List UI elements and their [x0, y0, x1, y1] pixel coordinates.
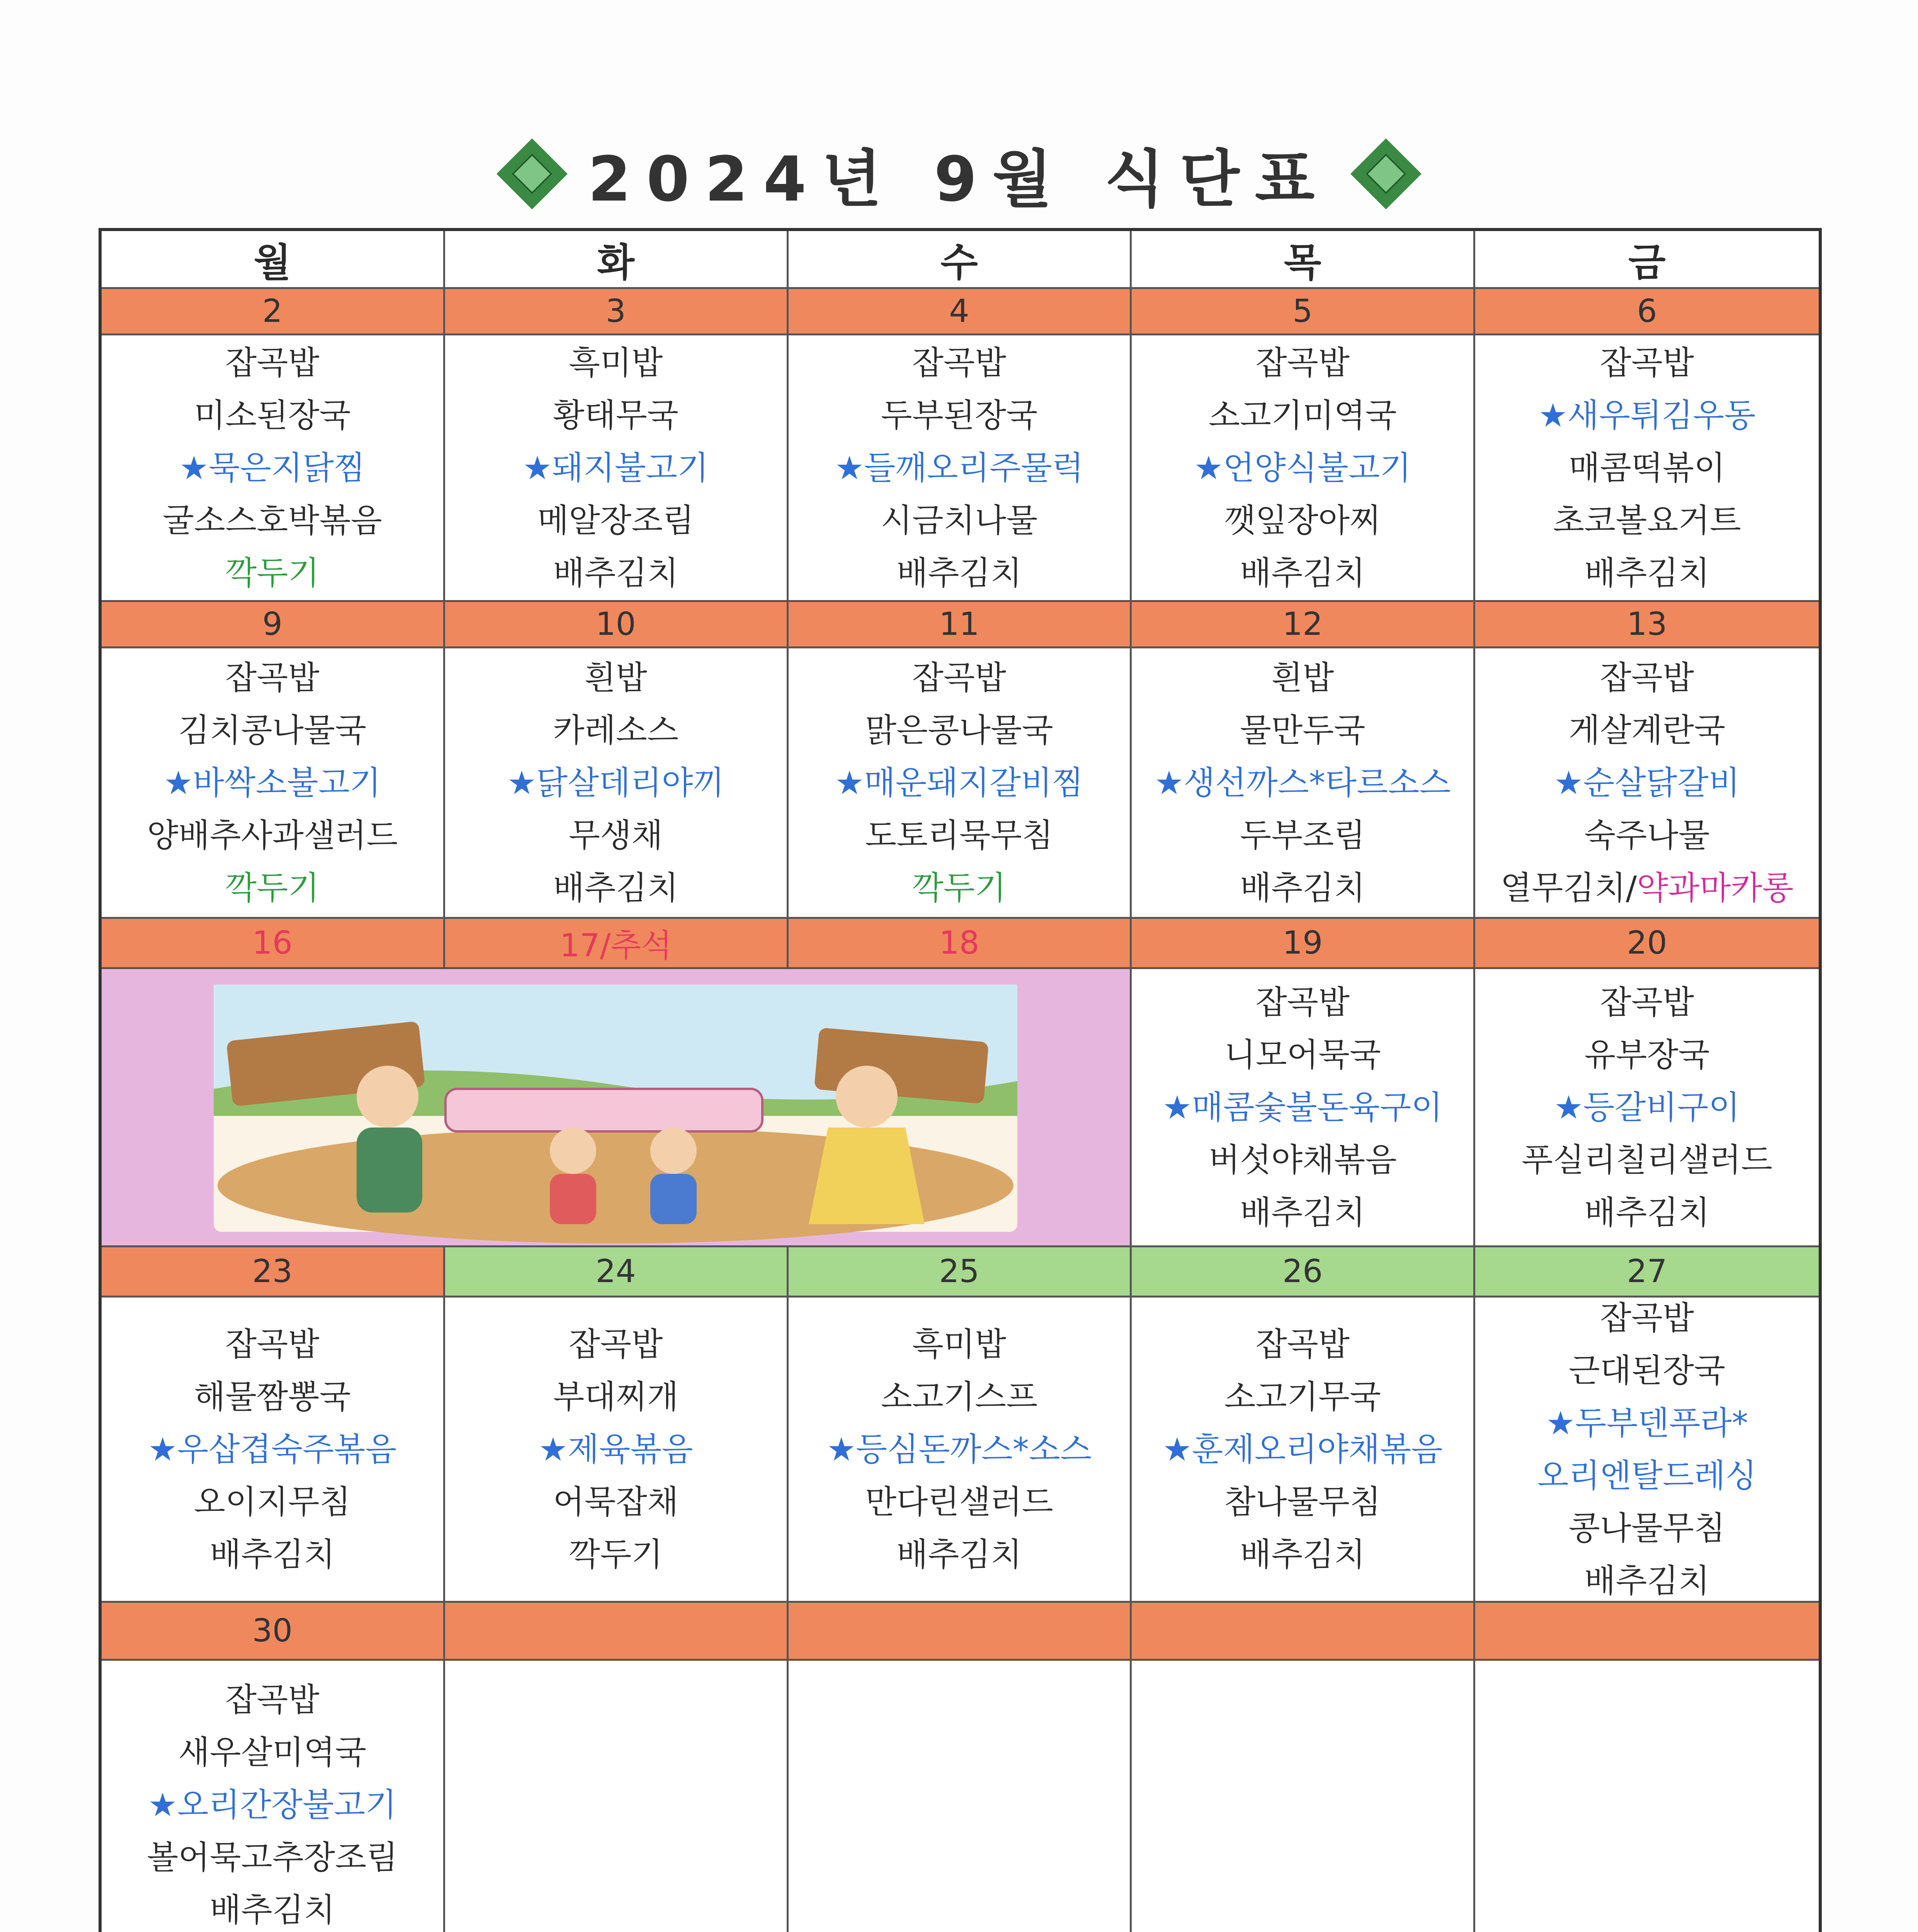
menu-cell-empty	[789, 1661, 1132, 1932]
menu-item	[1522, 1134, 1772, 1186]
date-cell: 12	[1132, 602, 1475, 648]
menu-item-text: 흰밥	[584, 658, 647, 697]
chuseok-illustration	[102, 969, 1129, 1245]
menu-item	[539, 1423, 693, 1476]
menu-item-text: 흑미밥	[912, 1325, 1007, 1363]
menu-item	[569, 1318, 663, 1371]
menu-item-text: 숙주나물	[1584, 816, 1710, 854]
menu-item	[164, 757, 381, 809]
menu-item	[1240, 809, 1365, 862]
menu-item-text: 무생채	[568, 816, 663, 854]
menu-item-text: 배추김치	[1584, 1193, 1710, 1231]
menu-item-text: 두부조림	[1240, 816, 1365, 854]
menu-cell	[1132, 1298, 1475, 1603]
date-cell: 25	[789, 1247, 1132, 1298]
menu-item-text: ★오리간장불고기	[148, 1786, 397, 1824]
menu-item	[1584, 547, 1710, 599]
weekday-fri: 금	[1475, 231, 1819, 289]
menu-item	[1584, 1554, 1710, 1607]
date-cell: 30	[102, 1603, 445, 1661]
menu-item	[225, 547, 319, 599]
date-cell-holiday: 17/추석	[445, 919, 789, 969]
menu-table	[99, 228, 1822, 1932]
menu-item-text: ★훈제오리야채볶음	[1163, 1430, 1443, 1468]
menu-item	[912, 1318, 1006, 1371]
menu-item	[1209, 389, 1397, 442]
menu-item-text: 잡곡밥	[1600, 658, 1694, 697]
menu-item-text: 깍두기	[912, 869, 1007, 907]
menu-item-text: 잡곡밥	[225, 1325, 320, 1363]
menu-item	[896, 1528, 1022, 1581]
date-cell: 24	[445, 1247, 789, 1298]
menu-item	[1209, 1134, 1397, 1186]
menu-item-text: 버섯야채볶음	[1208, 1141, 1397, 1179]
menu-item-text: 배추김치	[209, 1891, 335, 1929]
date-row-week5	[102, 1603, 1819, 1661]
menu-item-text: 잡곡밥	[1600, 1299, 1694, 1337]
menu-item	[569, 1528, 663, 1581]
menu-cell	[789, 648, 1132, 919]
menu-row-week5	[102, 1661, 1819, 1932]
menu-item	[1256, 976, 1350, 1029]
menu-cell-empty	[445, 1661, 789, 1932]
menu-item	[1569, 442, 1726, 494]
menu-item	[1240, 862, 1365, 914]
menu-item	[225, 1673, 319, 1726]
menu-item	[1256, 1318, 1350, 1371]
menu-item-text: ★제육볶음	[538, 1430, 693, 1468]
date-row-week4	[102, 1247, 1819, 1298]
menu-item-text: 잡곡밥	[912, 658, 1007, 697]
menu-item-text: 콩나물무침	[1568, 1509, 1726, 1547]
date-cell	[1132, 1603, 1475, 1661]
menu-item-text: 잡곡밥	[912, 344, 1007, 382]
date-cell-holiday: 18	[789, 919, 1132, 969]
menu-item	[1569, 1502, 1726, 1554]
menu-item	[1224, 494, 1381, 547]
menu-item	[225, 1318, 319, 1371]
date-cell: 20	[1475, 919, 1819, 969]
menu-item	[569, 337, 663, 389]
menu-item-text: 오리엔탈드레싱	[1537, 1456, 1757, 1495]
menu-item	[163, 494, 382, 547]
date-cell: 13	[1475, 602, 1819, 648]
menu-item	[553, 547, 678, 599]
menu-item	[553, 1476, 678, 1528]
menu-item-text: 굴소스호박볶음	[162, 501, 382, 539]
menu-item-text: 배추김치	[1240, 869, 1365, 907]
menu-item	[179, 442, 365, 494]
menu-item	[835, 757, 1083, 809]
menu-item	[865, 1476, 1053, 1528]
menu-cell	[1475, 648, 1819, 919]
date-cell: 9	[102, 602, 445, 648]
menu-item	[1553, 494, 1741, 547]
menu-item	[194, 1371, 351, 1423]
menu-item	[1163, 1081, 1442, 1134]
menu-item-text: 도토리묵무침	[865, 816, 1053, 854]
menu-item-text: ★새우튀김우동	[1538, 396, 1756, 434]
menu-item-text: 배추김치	[1584, 1561, 1710, 1600]
menu-item-text: ★순살닭갈비	[1554, 764, 1740, 802]
menu-item	[523, 442, 709, 494]
menu-item-text: 소고기스프	[881, 1378, 1038, 1416]
menu-cell	[102, 1298, 445, 1603]
menu-row-week4	[102, 1298, 1819, 1603]
menu-item-text: 배추김치	[1240, 554, 1365, 592]
date-cell: 11	[789, 602, 1132, 648]
menu-item-text: 배추김치	[209, 1535, 335, 1573]
menu-item	[1600, 651, 1694, 704]
menu-item-text: ★묵은지닭찜	[179, 449, 366, 487]
date-cell: 26	[1132, 1247, 1475, 1298]
menu-item	[1240, 547, 1365, 599]
menu-item-text: 만다린샐러드	[865, 1483, 1053, 1521]
menu-item-text: 미소된장국	[194, 396, 351, 434]
menu-item-text: 깻잎장아찌	[1224, 501, 1381, 539]
menu-item	[865, 704, 1053, 757]
menu-item	[1554, 757, 1740, 809]
menu-item	[1546, 1397, 1748, 1449]
date-cell: 3	[445, 289, 789, 335]
menu-item	[553, 862, 678, 914]
menu-item	[1224, 1371, 1381, 1423]
menu-item-text: 물만두국	[1240, 711, 1365, 749]
menu-item	[1554, 1081, 1740, 1134]
menu-item-text: 오이지무침	[194, 1483, 351, 1521]
menu-item	[148, 1779, 396, 1831]
menu-item	[537, 494, 694, 547]
menu-item-text: ★우삽겹숙주볶음	[148, 1430, 397, 1468]
menu-item-text: 푸실리칠리샐러드	[1522, 1141, 1773, 1179]
menu-item	[553, 1371, 678, 1423]
menu-cell	[1475, 335, 1819, 602]
menu-item-text: 잡곡밥	[1255, 983, 1350, 1021]
menu-item	[1600, 1292, 1694, 1344]
weekday-tue: 화	[445, 231, 789, 289]
menu-item-text: 잡곡밥	[1255, 344, 1350, 382]
menu-item-text: ★언양식불고기	[1194, 449, 1411, 487]
menu-item	[912, 651, 1006, 704]
menu-item	[225, 862, 319, 914]
menu-item-text: ★매콤숯불돈육구이	[1163, 1088, 1443, 1126]
menu-cell	[789, 335, 1132, 602]
date-cell: 23	[102, 1247, 445, 1298]
diamond-icon-left	[497, 138, 568, 209]
menu-item-text: ★돼지불고기	[523, 449, 709, 487]
menu-cell	[1132, 648, 1475, 919]
menu-row-week1	[102, 335, 1819, 602]
menu-item	[881, 389, 1038, 442]
date-row-week3	[102, 919, 1819, 969]
date-cell: 6	[1475, 289, 1819, 335]
menu-item-text: 잡곡밥	[568, 1325, 663, 1363]
menu-item	[1500, 862, 1794, 914]
menu-item	[1537, 1449, 1757, 1502]
menu-item-text: 부대찌개	[553, 1378, 678, 1416]
date-row-week2	[102, 602, 1819, 648]
menu-item	[553, 704, 678, 757]
menu-item-text: 열무김치/	[1500, 869, 1637, 907]
menu-item-text: 잡곡밥	[1255, 1325, 1350, 1363]
menu-item	[1584, 1186, 1710, 1239]
menu-item-text: 황태무국	[553, 396, 678, 434]
weekday-wed: 수	[789, 231, 1132, 289]
menu-item	[881, 1371, 1038, 1423]
menu-item	[178, 1726, 366, 1779]
menu-cell	[1132, 335, 1475, 602]
menu-item-text: 두부된장국	[881, 396, 1038, 434]
menu-item	[178, 704, 366, 757]
menu-item-text: 잡곡밥	[225, 1680, 320, 1719]
date-cell: 2	[102, 289, 445, 335]
menu-item-text: 맑은콩나물국	[865, 711, 1053, 749]
menu-item	[507, 757, 724, 809]
menu-item-text: 흰밥	[1271, 658, 1334, 697]
menu-item-text: 참나물무침	[1224, 1483, 1381, 1521]
menu-item	[912, 337, 1006, 389]
menu-item-text: 양배추사과샐러드	[147, 816, 398, 854]
diamond-icon-right	[1350, 138, 1421, 209]
menu-item-text: ★등갈비구이	[1554, 1088, 1740, 1126]
menu-cell	[445, 648, 789, 919]
menu-item	[827, 1423, 1092, 1476]
menu-item-text: ★매운돼지갈비찜	[835, 764, 1084, 802]
date-cell: 27	[1475, 1247, 1819, 1298]
menu-item-text: 소고기무국	[1224, 1378, 1381, 1416]
menu-item	[147, 809, 398, 862]
menu-item-text: 어묵잡채	[553, 1483, 678, 1521]
menu-item-text: 배추김치	[1584, 554, 1710, 592]
date-cell	[1475, 1603, 1819, 1661]
menu-item	[865, 809, 1053, 862]
menu-item-text: 볼어묵고추장조림	[147, 1838, 398, 1876]
weekday-thu: 목	[1132, 231, 1475, 289]
menu-item-text: 잡곡밥	[225, 658, 320, 697]
menu-item	[1224, 1476, 1381, 1528]
title-text: 2024년 9월 식단표	[588, 143, 1330, 215]
menu-item	[1600, 976, 1694, 1029]
menu-item	[1163, 1423, 1442, 1476]
menu-item	[1271, 651, 1334, 704]
menu-item	[585, 651, 647, 704]
menu-item	[1600, 337, 1694, 389]
date-cell	[445, 1603, 789, 1661]
menu-item-text: 잡곡밥	[225, 344, 320, 382]
menu-cell-empty	[1475, 1661, 1819, 1932]
menu-item-text: 메알장조림	[537, 501, 694, 539]
menu-cell	[1132, 969, 1475, 1247]
menu-item	[1224, 1029, 1381, 1081]
menu-cell	[102, 335, 445, 602]
date-cell	[789, 1603, 1132, 1661]
menu-item	[1256, 337, 1350, 389]
date-cell: 5	[1132, 289, 1475, 335]
menu-item-text: 유부장국	[1584, 1036, 1710, 1074]
menu-item	[148, 1423, 396, 1476]
menu-item	[225, 337, 319, 389]
weekday-mon: 월	[102, 231, 445, 289]
menu-item	[1194, 442, 1411, 494]
menu-item	[912, 862, 1006, 914]
menu-cell	[102, 648, 445, 919]
menu-item	[1569, 1344, 1726, 1397]
chuseok-banner	[102, 969, 1132, 1247]
menu-item-text: 매콤떡볶이	[1568, 449, 1726, 487]
menu-cell	[102, 1661, 445, 1932]
menu-item-text: 깍두기	[225, 869, 320, 907]
menu-item-text: ★두부덴푸라*	[1546, 1404, 1748, 1442]
date-cell-holiday: 16	[102, 919, 445, 969]
menu-item	[881, 494, 1038, 547]
menu-item-text: 배추김치	[1240, 1193, 1365, 1231]
menu-item	[1584, 1029, 1710, 1081]
menu-item-text: ★바싹소불고기	[163, 764, 381, 802]
page-title	[0, 116, 1918, 232]
menu-cell	[1475, 1298, 1819, 1603]
menu-item	[1584, 809, 1710, 862]
menu-item-text: 근대된장국	[1568, 1351, 1726, 1389]
menu-item	[896, 547, 1022, 599]
menu-item-text: 배추김치	[896, 1535, 1022, 1573]
menu-item-text: 니모어묵국	[1224, 1036, 1381, 1074]
menu-item	[569, 809, 663, 862]
menu-item	[225, 651, 319, 704]
menu-item-text: 깍두기	[568, 1535, 663, 1573]
menu-item	[194, 389, 351, 442]
menu-item	[835, 442, 1083, 494]
menu-item	[1569, 704, 1726, 757]
menu-item	[1539, 389, 1756, 442]
menu-item	[210, 1884, 335, 1932]
menu-item-text: 김치콩나물국	[178, 711, 367, 749]
menu-item	[194, 1476, 351, 1528]
menu-row-week2	[102, 648, 1819, 919]
menu-item-text: 잡곡밥	[1600, 983, 1694, 1021]
menu-item-text: 시금치나물	[881, 501, 1038, 539]
menu-item-text: 배추김치	[1240, 1535, 1365, 1573]
menu-item-text: 새우살미역국	[178, 1733, 367, 1771]
menu-item-text: 잡곡밥	[1600, 344, 1694, 382]
date-cell: 10	[445, 602, 789, 648]
menu-item-text: 배추김치	[896, 554, 1022, 592]
menu-item-text: ★생선까스*타르소스	[1155, 764, 1451, 802]
date-cell: 4	[789, 289, 1132, 335]
menu-item-text: 게살계란국	[1568, 711, 1726, 749]
menu-item-text: 흑미밥	[568, 344, 663, 382]
menu-cell-empty	[1132, 1661, 1475, 1932]
menu-item	[553, 389, 678, 442]
menu-item	[1240, 1186, 1365, 1239]
menu-item-text: 소고기미역국	[1208, 396, 1397, 434]
menu-item-text: ★들깨오리주물럭	[835, 449, 1084, 487]
menu-item	[147, 1831, 398, 1884]
menu-item-text: 초코볼요거트	[1553, 501, 1741, 539]
menu-item	[1240, 1528, 1365, 1581]
menu-item	[210, 1528, 335, 1581]
date-cell: 19	[1132, 919, 1475, 969]
menu-item-text: 해물짬뽕국	[194, 1378, 351, 1416]
menu-item-text: 카레소스	[553, 711, 678, 749]
menu-item-text: ★닭살데리야끼	[507, 764, 724, 802]
menu-cell	[445, 335, 789, 602]
menu-item-text: 깍두기	[225, 554, 320, 592]
menu-item-text: 약과마카롱	[1637, 869, 1794, 907]
menu-item-text: 배추김치	[553, 554, 678, 592]
menu-item	[1240, 704, 1365, 757]
menu-item	[1155, 757, 1450, 809]
menu-cell	[1475, 969, 1819, 1247]
menu-cell	[445, 1298, 789, 1603]
menu-item-text: 배추김치	[553, 869, 678, 907]
menu-item-text: ★등심돈까스*소스	[826, 1430, 1092, 1468]
date-row-week1	[102, 289, 1819, 335]
menu-cell	[789, 1298, 1132, 1603]
weekday-header	[102, 231, 1819, 289]
